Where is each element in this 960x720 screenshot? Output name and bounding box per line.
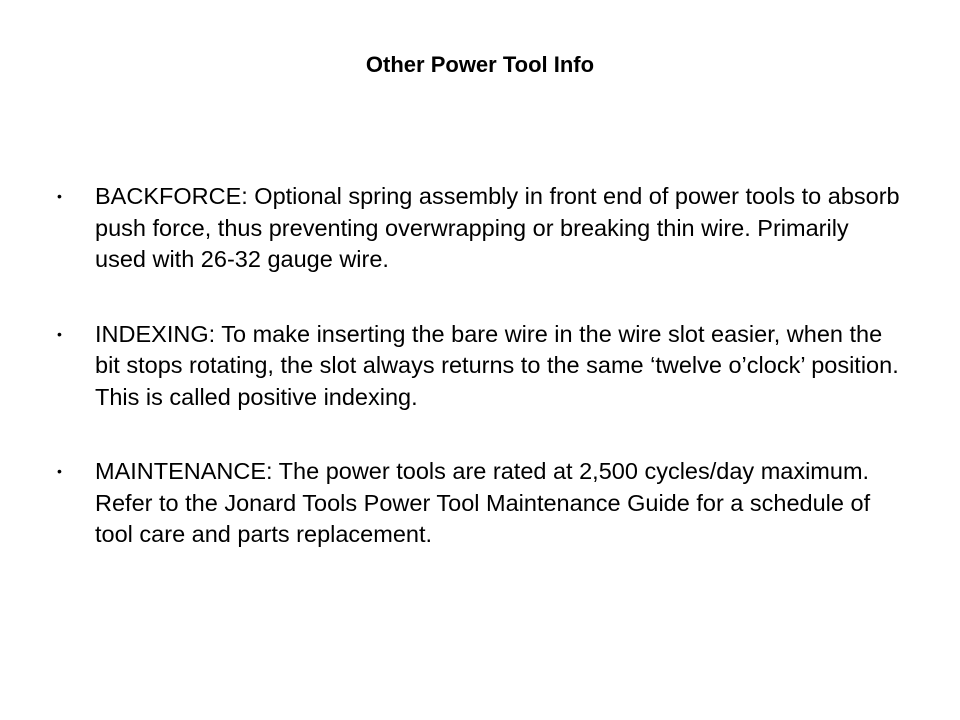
bullet-text-maintenance: MAINTENANCE: The power tools are rated at 2,500 cycles/day maximum. Refer to the Jonard Tools Power Tool Maintenance Guide for a schedule of tool care and parts replacement. xyxy=(95,458,871,547)
bullet-item-maintenance xyxy=(55,456,905,551)
bullet-marker: • xyxy=(57,325,62,342)
bullet-marker: • xyxy=(57,463,62,479)
bullet-marker: • xyxy=(57,188,62,204)
bullet-text-indexing: INDEXING: To make inserting the bare wire in the wire slot easier, when the bit stops rotating, the slot always returns to the same ‘twelve o’clock’ position. This is called positive indexing. xyxy=(95,320,899,410)
bullet-text-backforce: BACKFORCE: Optional spring assembly in front end of power tools to absorb push force, thus preventing overwrapping or breaking thin wire. Primarily used with 26-32 gauge wire. xyxy=(95,183,900,272)
bullet-item-indexing xyxy=(55,319,905,414)
slide-title: Other Power Tool Info xyxy=(365,52,595,77)
bullet-list xyxy=(55,181,905,594)
bullet-item-backforce xyxy=(55,181,905,276)
